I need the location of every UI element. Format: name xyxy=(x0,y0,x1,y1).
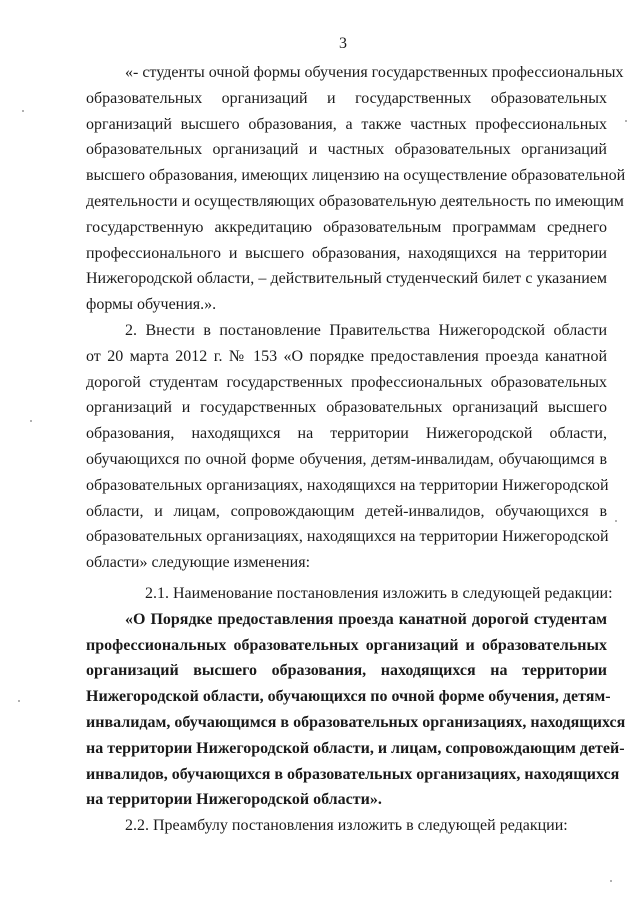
paragraph-quoted-students xyxy=(86,60,626,318)
text-line: дорогой студентам государственных профессиональных образовательных xyxy=(86,373,607,391)
text-line: инвалидов, обучающихся в образовательных организациях, находящихся xyxy=(86,765,620,783)
text-line: на территории Нижегородской области, и лицам, сопровождающим детей- xyxy=(86,739,625,757)
text-line: образовательных организаций и государственных образовательных xyxy=(86,89,607,107)
text-line: деятельности и осуществляющих образовательную деятельность по имеющим xyxy=(86,192,624,210)
paragraph-item-2-2 xyxy=(86,813,607,839)
text-line: области» следующие изменения: xyxy=(86,554,311,572)
scan-speck xyxy=(625,120,627,122)
text-line: образования, находящихся на территории Нижегородской области, xyxy=(86,425,607,443)
paragraph-item-2 xyxy=(86,318,607,576)
text-line: 2. Внести в постановление Правительства Нижегородской области xyxy=(125,321,607,339)
text-line: образовательных организаций и частных образовательных организаций xyxy=(86,141,607,159)
text-line: 2.2. Преамбулу постановления изложить в следующей редакции: xyxy=(125,817,568,835)
text-line: образовательных организациях, находящихся на территории Нижегородской xyxy=(86,528,609,546)
text-line: профессионального и высшего образования, находящихся на территории xyxy=(86,244,607,262)
text-line: от 20 марта 2012 г. № 153 «О порядке предоставления проезда канатной xyxy=(86,347,607,365)
scan-speck xyxy=(615,520,617,522)
text-line: Нижегородской области, – действительный студенческий билет с указанием xyxy=(86,270,607,288)
text-line: организаций и государственных образовательных организаций высшего xyxy=(86,399,607,417)
text-line: обучающихся по очной форме обучения, детям-инвалидам, обучающимся в xyxy=(86,450,607,468)
text-line: организаций высшего образования, находящихся на территории xyxy=(86,662,607,680)
document-body xyxy=(86,60,626,839)
scan-speck xyxy=(610,880,612,882)
text-line: образовательных организациях, находящихся на территории Нижегородской xyxy=(86,476,609,494)
scan-speck xyxy=(18,700,20,702)
text-line: инвалидам, обучающимся в образовательных организациях, находящихся xyxy=(86,713,626,731)
text-line: профессиональных образовательных организаций и образовательных xyxy=(86,636,607,654)
text-line: Нижегородской области, обучающихся по очной форме обучения, детям- xyxy=(86,688,611,706)
text-line: 2.1. Наименование постановления изложить в следующей редакции: xyxy=(145,584,613,602)
paragraph-item-2-1 xyxy=(86,581,613,607)
text-line: организаций высшего образования, а также частных профессиональных xyxy=(86,115,607,133)
scan-speck xyxy=(22,110,24,112)
text-line: «О Порядке предоставления проезда канатной дорогой студентам xyxy=(125,610,607,628)
text-line: «- студенты очной формы обучения государственных профессиональных xyxy=(125,64,624,81)
paragraph-new-title xyxy=(86,607,626,813)
text-line: на территории Нижегородской области». xyxy=(86,791,382,809)
text-line: формы обучения.». xyxy=(86,296,217,314)
text-line: государственную аккредитацию образовательным программам среднего xyxy=(86,218,607,236)
page-number: 3 xyxy=(339,35,347,52)
text-line: области, и лицам, сопровождающим детей-инвалидов, обучающихся в xyxy=(86,502,607,520)
text-line: высшего образования, имеющих лицензию на осуществление образовательной xyxy=(86,167,626,185)
scan-speck xyxy=(30,420,32,422)
